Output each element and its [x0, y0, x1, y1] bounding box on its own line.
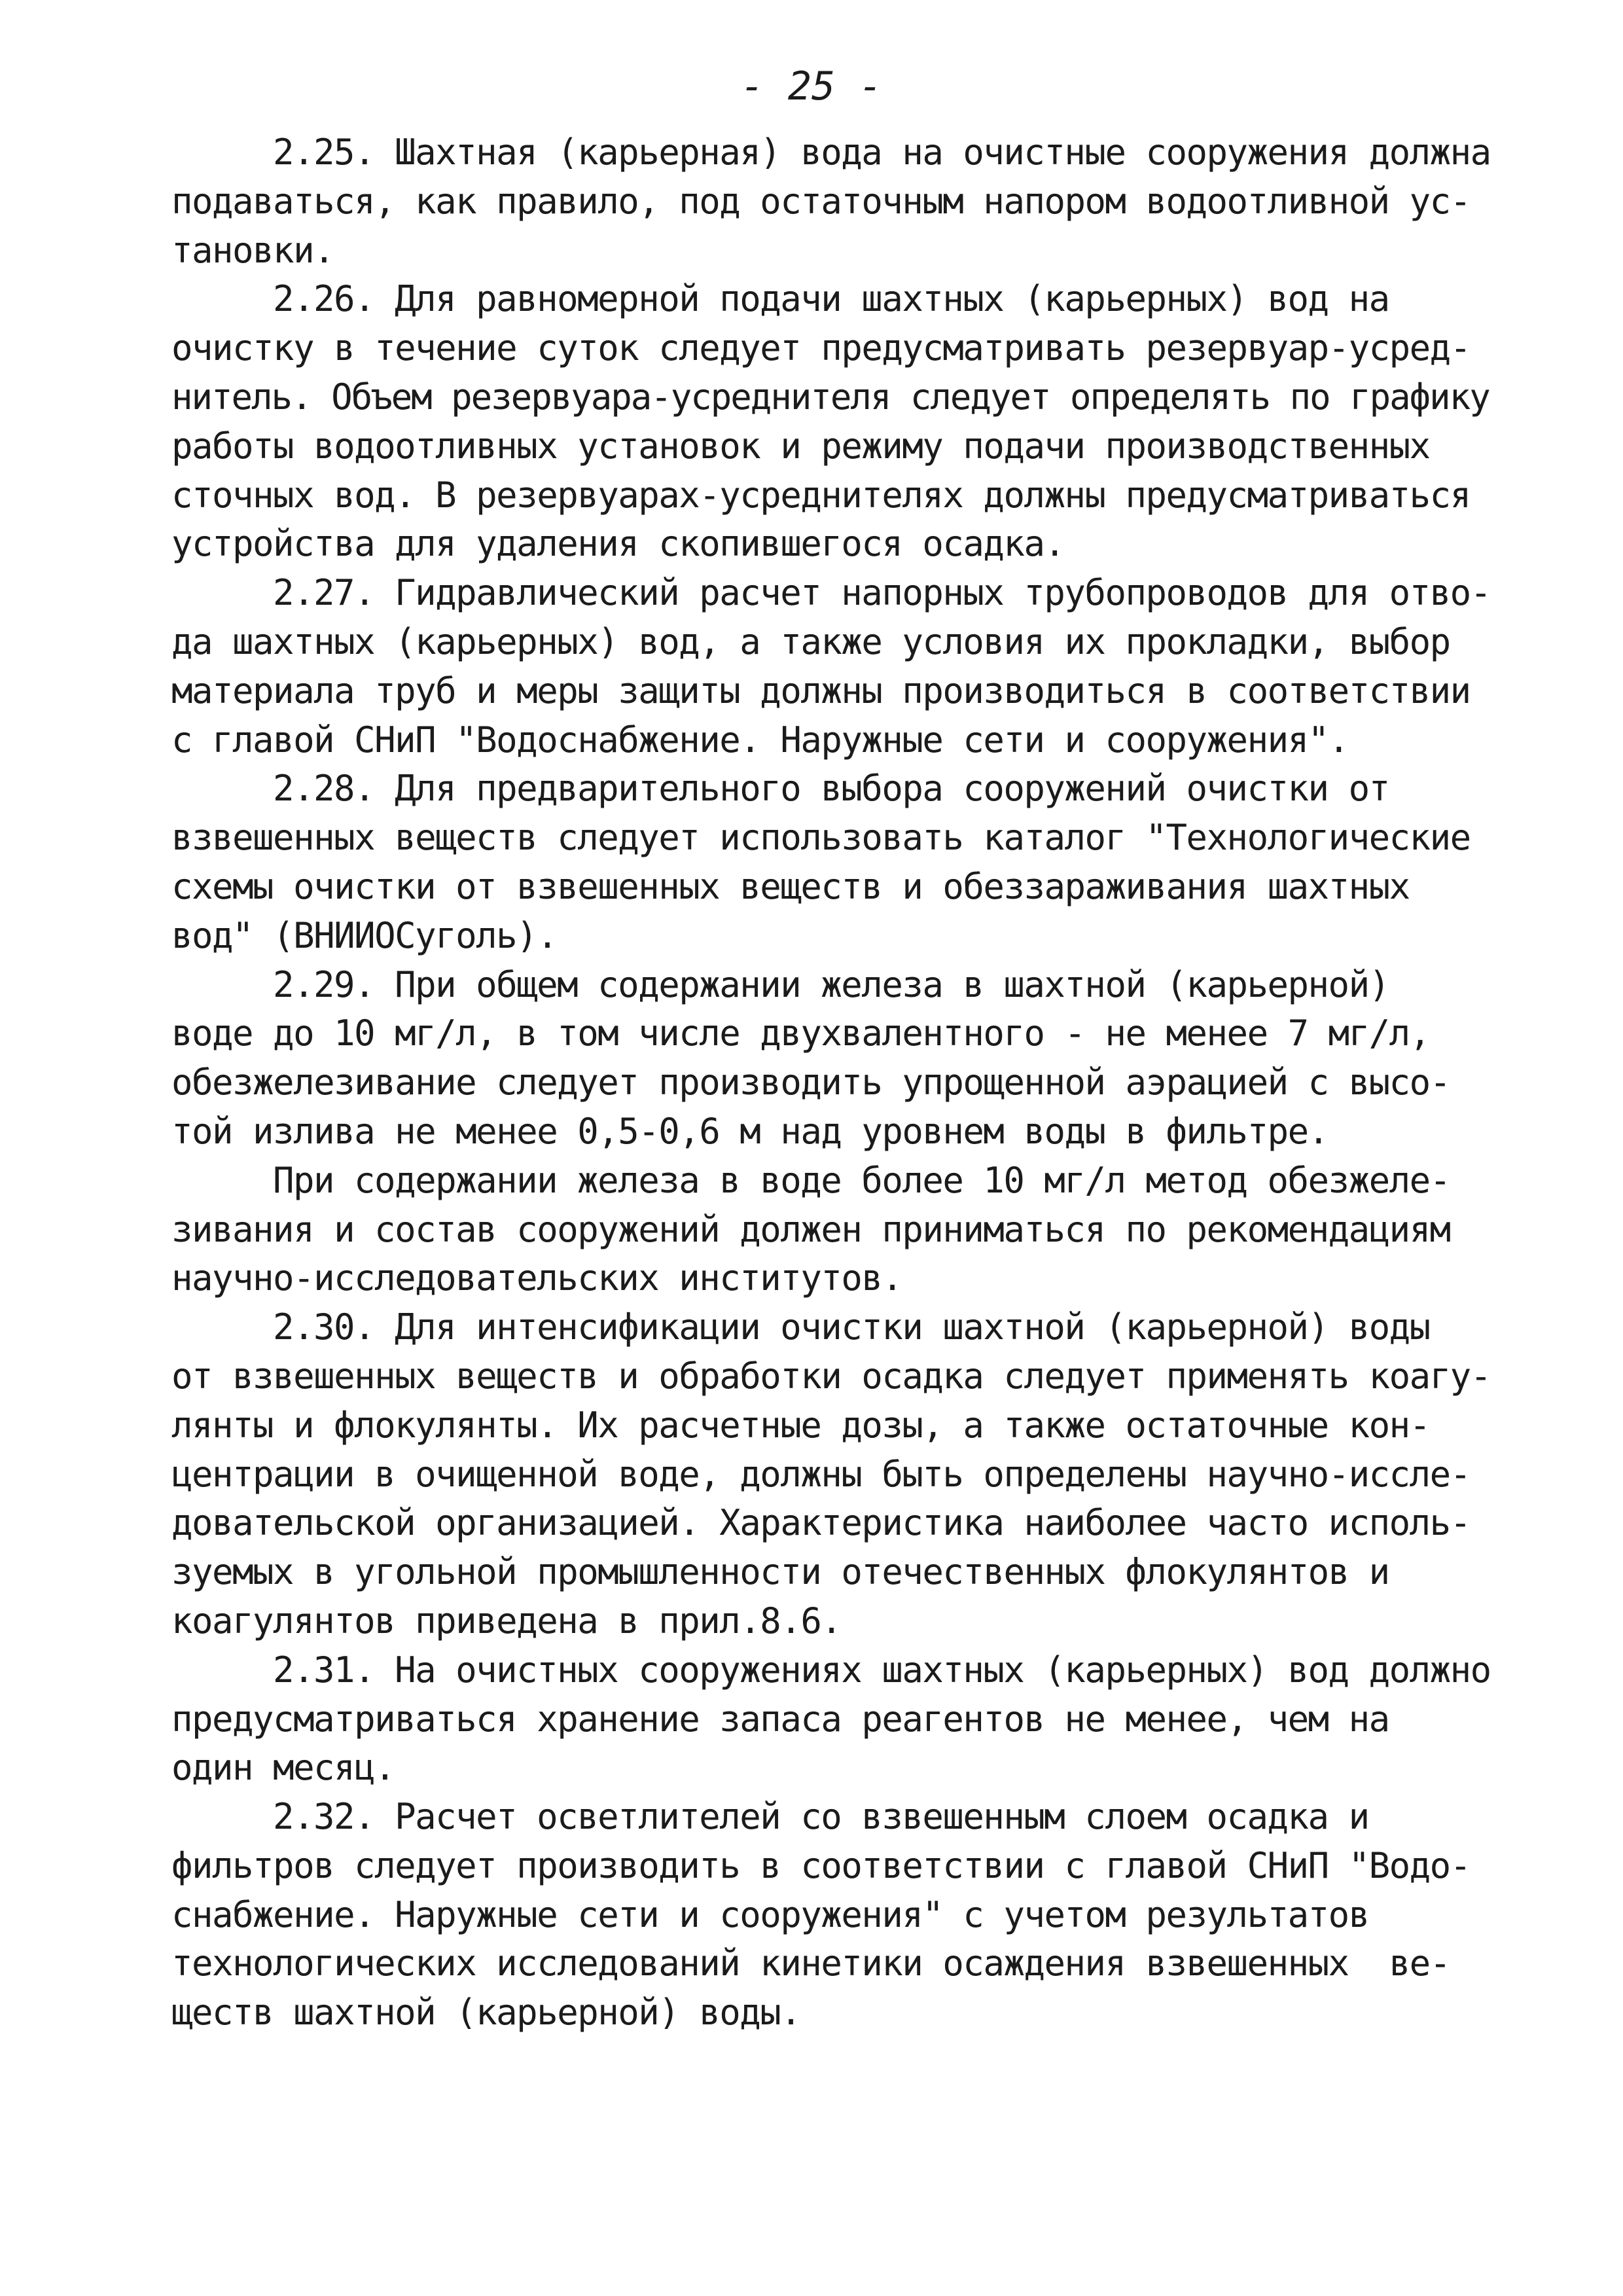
- text-line: сточных вод. В резервуарах-усреднителях должны предусматриваться: [171, 474, 1471, 516]
- text-line: очистку в течение суток следует предусматривать резервуар-усред-: [171, 327, 1471, 369]
- text-line: тановки.: [171, 229, 334, 271]
- text-line: работы водоотливных установок и режиму подачи производственных: [171, 425, 1430, 467]
- text-line: один месяц.: [171, 1747, 395, 1789]
- text-line: от взвешенных веществ и обработки осадка следует применять коагу-: [171, 1355, 1491, 1397]
- text-line: 2.32. Расчет осветлителей со взвешенным слоем осадка и: [273, 1796, 1369, 1838]
- text-line: 2.29. При общем содержании железа в шахтной (карьерной): [273, 963, 1389, 1005]
- text-line: зивания и состав сооружений должен приниматься по рекомендациям: [171, 1208, 1450, 1250]
- text-line: нитель. Объем резервуара-усреднителя следует определять по графику: [171, 376, 1489, 418]
- text-line: 2.28. Для предварительного выбора сооружений очистки от: [273, 768, 1389, 810]
- text-line: довательской организацией. Характеристика наиболее часто исполь-: [171, 1502, 1471, 1544]
- text-line: 2.27. Гидравлический расчет напорных трубопроводов для отво-: [273, 572, 1491, 614]
- text-line: При содержании железа в воде более 10 мг/л метод обезжеле-: [273, 1159, 1450, 1201]
- text-line: 2.26. Для равномерной подачи шахтных (карьерных) вод на: [273, 278, 1389, 320]
- text-line: предусматриваться хранение запаса реагентов не менее, чем на: [171, 1698, 1389, 1740]
- page-number: - 25 -: [740, 63, 883, 109]
- text-line: 2.25. Шахтная (карьерная) вода на очистные сооружения должна: [273, 132, 1491, 173]
- text-line: той излива не менее 0,5-0,6 м над уровнем воды в фильтре.: [171, 1110, 1329, 1152]
- text-line: ществ шахтной (карьерной) воды.: [171, 1992, 801, 2034]
- text-line: лянты и флокулянты. Их расчетные дозы, а также остаточные кон-: [171, 1404, 1430, 1446]
- text-line: 2.30. Для интенсификации очистки шахтной (карьерной) воды: [273, 1306, 1430, 1348]
- text-line: центрации в очищенной воде, должны быть определены научно-иссле-: [171, 1453, 1471, 1495]
- text-line: схемы очистки от взвешенных веществ и обеззараживания шахтных: [171, 865, 1410, 907]
- text-line: фильтров следует производить в соответствии с главой СНиП "Водо-: [171, 1844, 1471, 1886]
- text-line: устройства для удаления скопившегося осадка.: [171, 523, 1065, 565]
- text-line: обезжелезивание следует производить упрощенной аэрацией с высо-: [171, 1062, 1450, 1103]
- document-body: [171, 128, 1507, 2037]
- text-line: коагулянтов приведена в прил.8.6.: [171, 1600, 842, 1641]
- text-line: материала труб и меры защиты должны производиться в соответствии: [171, 670, 1471, 711]
- text-line: да шахтных (карьерных) вод, а также условия их прокладки, выбор: [171, 620, 1450, 662]
- text-line: 2.31. На очистных сооружениях шахтных (карьерных) вод должно: [273, 1649, 1491, 1691]
- text-line: подаваться, как правило, под остаточным напором водоотливной ус-: [171, 180, 1471, 222]
- text-line: с главой СНиП "Водоснабжение. Наружные сети и сооружения".: [171, 719, 1349, 761]
- text-line: взвешенных веществ следует использовать каталог "Технологические: [171, 817, 1471, 859]
- text-line: вод" (ВНИИОСуголь).: [171, 914, 558, 956]
- text-line: технологических исследований кинетики осаждения взвешенных ве-: [171, 1943, 1450, 1984]
- text-line: снабжение. Наружные сети и сооружения" с учетом результатов: [171, 1893, 1369, 1935]
- text-line: воде до 10 мг/л, в том числе двухвалентного - не менее 7 мг/л,: [171, 1013, 1430, 1054]
- text-line: научно-исследовательских институтов.: [171, 1257, 902, 1299]
- text-line: зуемых в угольной промышленности отечественных флокулянтов и: [171, 1551, 1389, 1593]
